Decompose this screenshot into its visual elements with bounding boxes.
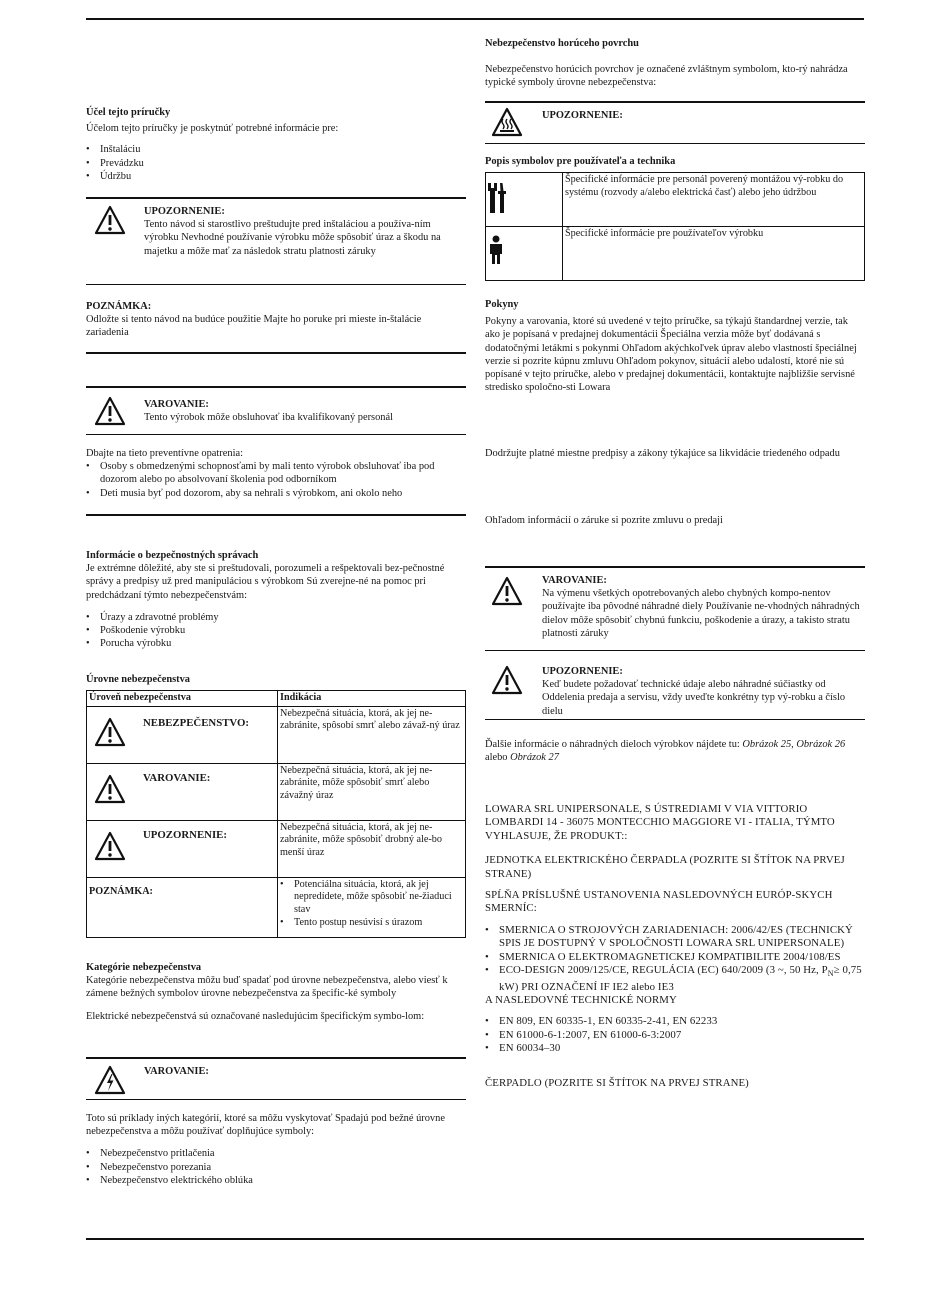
- instructions-heading: Pokyny: [485, 299, 519, 310]
- notice-title: VAROVANIE:: [144, 399, 209, 410]
- symbols-section: [485, 155, 865, 281]
- col-header: Indikácia: [278, 691, 466, 707]
- list-item: • Nebezpečenstvo porezania: [86, 1161, 466, 1174]
- notice-title: UPOZORNENIE:: [542, 110, 623, 121]
- bottom-rule: [86, 1238, 864, 1240]
- notice-title: UPOZORNENIE:: [542, 666, 623, 677]
- table-row: [87, 706, 466, 763]
- warning-triangle-icon: [94, 205, 126, 235]
- level-label: NEBEZPEČENSTVO:: [143, 716, 249, 729]
- precautions-list: [86, 460, 466, 500]
- separator: alebo: [485, 752, 511, 764]
- hot-surface-section: [485, 37, 865, 90]
- table-row: [486, 227, 865, 281]
- eco-text: ≥ 0,75 kW) PRI OZNAČENÍ IF IE2 alebo IE3: [499, 964, 862, 993]
- notice-text: Tento výrobok môže obsluhovať iba kvalifikovaný personál: [144, 412, 393, 424]
- notice-text: Na výmenu všetkých opotrebovaných alebo chybných kompo-nentov používajte iba pôvodné náhradné diely Používanie ne-vhodných náhradných dielov môže spôsobiť chybnú funkciu, poškodenie a úrazy, a takisto stratu platnosti záruky: [542, 588, 860, 639]
- list-item: • Prevádzku: [86, 157, 466, 170]
- col-header: Úroveň nebezpečenstva: [87, 691, 278, 707]
- categories-section: [86, 961, 466, 1023]
- list-item: • Osoby s obmedzenými schopnosťami by mali tento výrobok obsluhovať iba pod dozorom alebo po absolvovaní školenia pod odborníkom: [86, 460, 466, 486]
- divider: [86, 514, 466, 516]
- directives-list: [485, 924, 865, 994]
- user-person-icon: [488, 235, 504, 265]
- warning-notice-1: [86, 386, 466, 435]
- note-list: [280, 879, 463, 929]
- safety-list: [86, 611, 466, 651]
- hot-surface-text: Nebezpečenstvo horúcich povrchov je označené zvláštnym symbolom, kto-rý nahrádza typické symboly úrovne nebezpečenstva:: [485, 64, 848, 89]
- table-row: [87, 820, 466, 877]
- level-text: Nebezpečná situácia, ktorá, ak jej ne-zabránite, spôsobí smrť alebo závaž-ný úraz: [278, 706, 466, 763]
- note-title: POZNÁMKA:: [86, 301, 152, 312]
- purpose-intro: Účelom tejto príručky je poskytnúť potrebné informácie pre:: [86, 123, 339, 135]
- level-label: VAROVANIE:: [143, 771, 211, 784]
- divider: [86, 352, 466, 354]
- warranty-text: Ohľadom informácií o záruke si pozrite zmluvu o predaji: [485, 515, 723, 526]
- electrical-hazard-icon: [94, 1065, 126, 1095]
- list-item: • Deti musia byť pod dozorom, aby sa nehrali s výrobkom, ani okolo neho: [86, 487, 466, 500]
- warning-triangle-icon: [94, 396, 126, 426]
- categories-heading: Kategórie nebezpečenstva: [86, 962, 202, 973]
- table-row: [87, 763, 466, 820]
- notice-title: VAROVANIE:: [144, 1066, 209, 1077]
- warning-triangle-icon: [94, 717, 126, 747]
- list-item: • Úrazy a zdravotné problémy: [86, 611, 466, 624]
- declaration-p5: ČERPADLO (POZRITE SI ŠTÍTOK NA PRVEJ STRANE): [485, 1076, 749, 1089]
- list-item: • SMERNICA O ELEKTROMAGNETICKEJ KOMPATIBILITE 2004/108/ES: [485, 951, 865, 964]
- notice-text: Keď budete požadovať technické údaje alebo náhradné súčiastky od Oddelenia predaja a servisu, vždy uveďte konkrétny typ vý-robku a číslo dielu: [542, 679, 846, 717]
- other-categories: [86, 1112, 466, 1187]
- hot-surface-caution: [485, 101, 865, 144]
- declaration-p4: A NASLEDOVNÉ TECHNICKÉ NORMY: [485, 994, 677, 1007]
- hot-surface-icon: [491, 107, 523, 137]
- purpose-heading: Účel tejto príručky: [86, 107, 171, 118]
- list-item: [485, 964, 865, 994]
- symbol-desc: Špecifické informácie pre personál poverený montážou vý-robku do systému (rozvody a/alebo elektrická časť) alebo jeho údržbou: [563, 173, 865, 227]
- norms-list: [485, 1015, 865, 1055]
- list-item: • Tento postup nesúvisí s úrazom: [280, 917, 463, 930]
- figure-link[interactable]: Obrázok 27: [510, 752, 559, 764]
- list-item: • SMERNICA O STROJOVÝCH ZARIADENIACH: 2006/42/ES (TECHNICKÝ SPIS JE DOSTUPNÝ V SPOLOČNOSTI LOWARA SRL UNIPERSONALE): [485, 924, 865, 951]
- warning-notice-2: [485, 566, 865, 651]
- disposal-text: Dodržujte platné miestne predpisy a zákony týkajúce sa likvidácie triedeného odpadu: [485, 448, 840, 459]
- note-1: [86, 300, 466, 340]
- declaration-p2: JEDNOTKA ELEKTRICKÉHO ČERPADLA (POZRITE SI ŠTÍTOK NA PRVEJ STRANE): [485, 854, 845, 880]
- table-row: [486, 173, 865, 227]
- safety-heading: Informácie o bezpečnostných správach: [86, 550, 259, 561]
- levels-table: [86, 690, 466, 938]
- purpose-section: [86, 106, 466, 183]
- level-text: Nebezpečná situácia, ktorá, ak jej ne-zabránite, môže spôsobiť drobný ale-bo menší úraz: [278, 820, 466, 877]
- eco-subscript: N: [827, 969, 834, 979]
- note-label: POZNÁMKA:: [87, 877, 278, 937]
- symbols-table: [485, 172, 865, 281]
- list-item: • Inštaláciu: [86, 143, 466, 156]
- notice-title: UPOZORNENIE:: [144, 206, 225, 217]
- list-item: • EN 61000-6-1:2007, EN 61000-6-3:2007: [485, 1029, 865, 1042]
- eco-text: ECO-DESIGN 2009/125/CE, REGULÁCIA (EC) 640/2009 (3 ~, 50 Hz, P: [499, 964, 828, 977]
- warning-triangle-icon: [94, 831, 126, 861]
- declaration-p3: SPĹŇA PRÍSLUŠNÉ USTANOVENIA NASLEDOVNÝCH EURÓP-SKYCH SMERNÍC:: [485, 889, 833, 915]
- list-item: • Údržbu: [86, 170, 466, 183]
- instructions-text: Pokyny a varovania, ktoré sú uvedené v tejto príručke, sa týkajú štandardnej verzie, tak ako je popísaná v predajnej dokumentácii Špeciálna verzia môže byť dodávaná s dodatočnými letákmi s pokynmi Ohľadom akýchkoľvek úprav alebo vlastností špeciálnej verzie si pozrite kúpnu zmluvu Ohľadom pokynov, situácií alebo udalostí, ktoré nie sú popísané v tejto príručke, alebo v predajnej dokumentácii, kontaktujte najbližšie servisné stredisko spoločno-sti Lowara: [485, 316, 857, 394]
- warning-triangle-icon: [94, 774, 126, 804]
- instructions-section: [485, 298, 865, 394]
- precautions-intro: Dbajte na tieto preventívne opatrenia:: [86, 448, 243, 459]
- parts-text: Ďalšie informácie o náhradných dieloch výrobkov nájdete tu:: [485, 739, 743, 750]
- categories-text-1: Kategórie nebezpečenstva môžu buď spadať pod úrovne nebezpečenstva, alebo viesť k zámene bežných symbolov úrovne nebezpečenstva za špecific-ké symboly: [86, 975, 448, 1000]
- levels-section: [86, 673, 466, 938]
- warning-triangle-icon: [491, 665, 523, 695]
- figure-link[interactable]: Obrázok 25: [742, 739, 792, 750]
- notice-text: Tento návod si starostlivo preštudujte pred inštaláciou a používa-ním výrobku Nevhodné používanie výrobku môže spôsobiť úraz a škodu na majetku a môže mať za následok stratu platnosti záruky: [144, 219, 441, 257]
- categories-text-3: Toto sú príklady iných kategórií, ktoré sa môžu vyskytovať Spadajú pod bežné úrovne nebezpečenstva a môžu používať doplňujúce symboly:: [86, 1113, 445, 1138]
- figure-link[interactable]: Obrázok 26: [796, 739, 846, 750]
- declaration-p1: LOWARA SRL UNIPERSONALE, S ÚSTREDIAMI V VIA VITTORIO LOMBARDI 14 - 36075 MONTECCHIO MAGGIORE VI - ITALIA, TÝMTO VYHLASUJE, ŽE PRODUKT::: [485, 803, 835, 842]
- categories-text-2: Elektrické nebezpečenstvá sú označované nasledujúcim špecifickým symbo-lom:: [86, 1010, 425, 1022]
- parts-reference: [485, 738, 865, 764]
- technician-tools-icon: [486, 181, 508, 215]
- warning-triangle-icon: [491, 576, 523, 606]
- electrical-warning-notice: [86, 1057, 466, 1100]
- declaration-section: [485, 803, 865, 1090]
- list-item: • Potenciálna situácia, ktorá, ak jej nepredídete, môže spôsobiť ne-žiaduci stav: [280, 879, 463, 917]
- levels-heading: Úrovne nebezpečenstva: [86, 674, 190, 685]
- separator: ,: [791, 739, 797, 750]
- list-item: • Poškodenie výrobku: [86, 624, 466, 637]
- list-item: • EN 809, EN 60335-1, EN 60335-2-41, EN 62233: [485, 1015, 865, 1028]
- level-label: UPOZORNENIE:: [143, 828, 227, 841]
- hot-surface-heading: Nebezpečenstvo horúceho povrchu: [485, 38, 639, 49]
- symbol-desc: Špecifické informácie pre používateľov výrobku: [563, 227, 865, 281]
- safety-text: Je extrémne dôležité, aby ste si preštudovali, porozumeli a rešpektovali bez-pečnostné správy a predpisy už pred manipuláciou s výrobkom Sú zverejne-né na pomoc pri predchádzaní týmto nebezpečenstvám:: [86, 563, 445, 601]
- caution-notice-2: [485, 650, 865, 720]
- notice-title: VAROVANIE:: [542, 575, 607, 586]
- purpose-list: [86, 143, 466, 183]
- caution-notice-1: [86, 197, 466, 285]
- top-rule: [86, 18, 864, 20]
- safety-info-section: [86, 549, 466, 650]
- note-text: Odložte si tento návod na budúce použitie Majte ho poruke pri mieste in-štalácie zariadenia: [86, 314, 422, 339]
- symbols-heading: Popis symbolov pre používateľa a technika: [485, 156, 676, 167]
- list-item: • EN 60034–30: [485, 1042, 865, 1055]
- list-item: • Porucha výrobku: [86, 637, 466, 650]
- categories-list: [86, 1147, 466, 1187]
- level-text: Nebezpečná situácia, ktorá, ak jej ne-zabránite, môže spôsobiť smrť alebo závažný úraz: [278, 763, 466, 820]
- list-item: • Nebezpečenstvo elektrického oblúka: [86, 1174, 466, 1187]
- list-item: • Nebezpečenstvo pritlačenia: [86, 1147, 466, 1160]
- table-row: [87, 877, 466, 937]
- precautions: [86, 447, 466, 500]
